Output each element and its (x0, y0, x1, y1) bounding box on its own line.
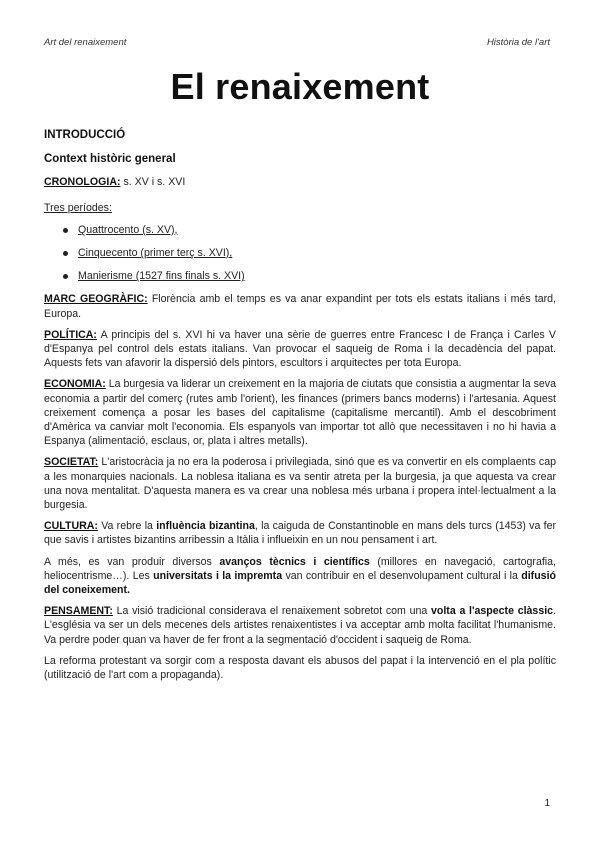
intro-heading: INTRODUCCIÓ (44, 129, 126, 141)
societat-text: L'aristocràcia ja no era la poderosa i privilegiada, sinó que es va convertir en els complaents cap a les monarquies nacionals. La noblesa italiana es va sentir atreta per la burgesia, ja que aquesta va crear una nova mentalitat. D'aquesta manera es va crear una noblesa més urbana i propera intel·lectualment a la burgesia. (44, 456, 556, 512)
context-heading: Context històric general (44, 153, 176, 166)
list-item (44, 246, 556, 260)
avancos-bold-3: difusió del coneixement. (44, 569, 556, 597)
list-item (44, 223, 556, 237)
pensament-bold-1: volta a l'aspecte clàssic (431, 605, 554, 618)
header-right: Història de l'art (486, 37, 550, 48)
periods-list (44, 223, 556, 284)
document-body (44, 128, 556, 689)
economia-paragraph (44, 377, 556, 448)
period-label: Cinquecento (primer terç s. XVI), (78, 247, 233, 260)
marc-label: MARC GEOGRÀFIC: (44, 293, 148, 306)
periods-heading: Tres períodes: (44, 201, 112, 214)
cultura-label: CULTURA: (44, 520, 98, 533)
cronologia-line (44, 175, 556, 189)
cultura-text-1: Va rebre la (97, 520, 157, 533)
economia-label: ECONOMIA: (44, 378, 106, 391)
bullet-icon (63, 251, 68, 256)
period-label: Manierisme (1527 fins finals s. XVI) (78, 270, 245, 283)
header-left: Art del renaixement (44, 37, 127, 48)
societat-paragraph (44, 455, 556, 512)
economia-text: La burgesia va liderar un creixement en la majoria de ciutats que consistia a augmentar la seva economia a partir del comerç (rutes amb l'orient), les finances (primers bancs moderns) i l'artesania. Aquest creixement comença a posar les bases del capitalisme (capitalisme mercantil). Amb el descobriment d'Amèrica va canviar molt l'economia. Els espanyols van importar tot allò que necessitaven i no hi havia a Espanya (alimentació, esclaus, or, plata i altres metalls). (44, 378, 556, 448)
politica-paragraph (44, 328, 556, 371)
list-item (44, 269, 556, 283)
cultura-paragraph (44, 519, 556, 547)
pensament-text-1: La visió tradicional considerava el renaixement sobretot com una (112, 605, 431, 618)
period-label: Quattrocento (s. XV), (78, 223, 178, 236)
bullet-icon (63, 274, 68, 279)
pensament-text-2: . L'església va ser un dels mecenes dels artistes renaixentistes i va acceptar amb molta facilitat l'humanisme. Va perdre poder quan va haver de fer front a la segmentació d'occident i saqueig de Roma. (44, 605, 557, 646)
avancos-text-3: van contribuir en el desenvolupament cultural i la (282, 569, 522, 582)
marc-text: Florència amb el temps es va anar expandint per tots els estats italians i més tard, Europa. (44, 293, 556, 320)
cultura-bold-1: influència bizantina (156, 520, 255, 533)
societat-label: SOCIETAT: (44, 456, 99, 469)
avancos-text-2: (millores en navegació, cartografia, heliocentrisme…). Les (44, 555, 556, 582)
pensament-label: PENSAMENT: (44, 605, 113, 618)
avancos-paragraph (44, 555, 556, 598)
politica-text: A principis del s. XVI hi va haver una sèrie de guerres entre Francesc I de França i Carles V d'Espanya pel control dels estats italians. Van provocar el saqueig de Roma i la decadència del papat. Aquests fets van afavorir la dispersió dels pintors, escultors i arquitectes per tota Europa. (44, 328, 556, 370)
cultura-text-2: , la caiguda de Constantinoble en mans dels turcs (1453) va fer que savis i artistes bizantins arribessin a Itàlia i influeixin en un nou pensament i art. (44, 520, 556, 547)
avancos-text-1: A més, es van produir diversos (44, 555, 220, 568)
bullet-icon (63, 228, 68, 233)
document-title: El renaixement (170, 66, 430, 107)
pensament-paragraph (44, 604, 556, 647)
marc-paragraph (44, 292, 556, 320)
avancos-bold-2: universitats i la impremta (153, 569, 283, 582)
cronologia-text: s. XV i s. XVI (120, 176, 186, 189)
politica-label: POLÍTICA: (44, 328, 97, 341)
cronologia-label: CRONOLOGIA: (44, 176, 121, 189)
page-number: 1 (544, 798, 550, 809)
reforma-paragraph: La reforma protestant va sorgir com a resposta davant els abusos del papat i la intervenció en el pla polític (utilització de l'art com a propaganda). (44, 654, 556, 682)
avancos-bold-1: avanços tècnics i científics (219, 555, 370, 568)
